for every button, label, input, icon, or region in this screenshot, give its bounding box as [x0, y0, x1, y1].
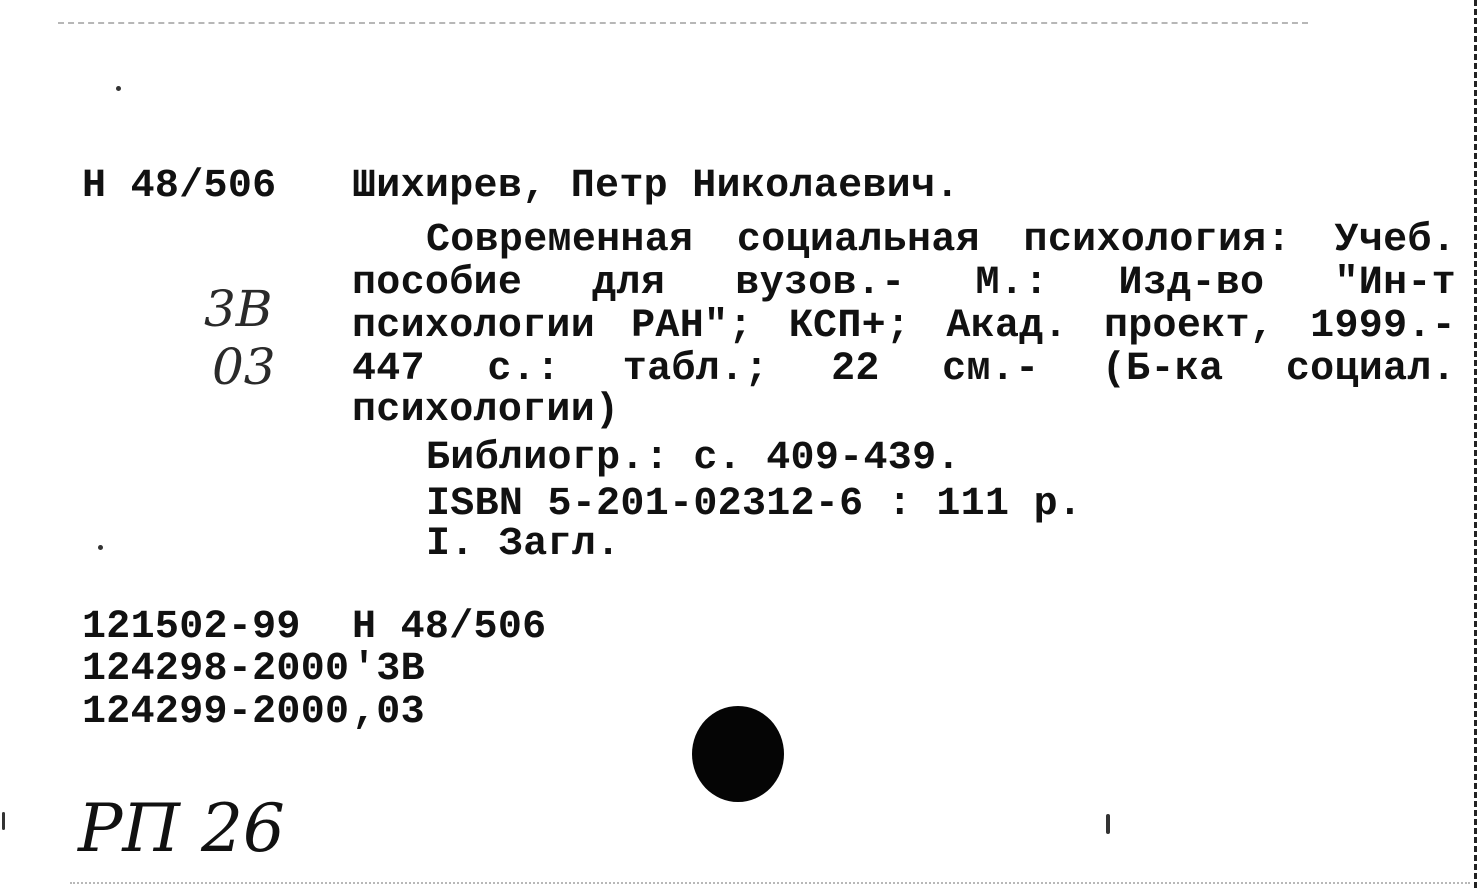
card-bottom-edge	[70, 882, 1470, 884]
isbn-price-note: ISBN 5-201-02312-6 : 111 р.	[426, 482, 1083, 527]
accession-number: 124298-2000	[82, 647, 350, 692]
speck	[2, 812, 5, 830]
accession-code: '3В	[352, 647, 425, 692]
description-line: психологии)	[352, 388, 620, 433]
handwritten-code: 3В	[204, 280, 273, 338]
accession-code: ,03	[352, 690, 425, 735]
speck	[98, 545, 103, 550]
shelf-mark: Н 48/506	[82, 164, 277, 209]
bibliography-note: Библиогр.: с. 409-439.	[426, 436, 961, 481]
author-heading: Шихирев, Петр Николаевич.	[352, 164, 960, 209]
card-right-edge	[1474, 0, 1477, 888]
ink-blot	[692, 706, 784, 802]
card-top-edge	[58, 22, 1308, 24]
speck	[116, 86, 121, 91]
accession-number: 121502-99	[82, 605, 301, 650]
description-line: пособие для вузов.- М.: Изд-во "Ин-т	[352, 261, 1456, 306]
accession-code: Н 48/506	[352, 605, 547, 650]
handwritten-code: 03	[212, 338, 276, 396]
description-line: 447 с.: табл.; 22 см.- (Б-ка социал.	[352, 347, 1456, 392]
accession-number: 124299-2000	[82, 690, 350, 735]
speck	[1106, 814, 1110, 834]
title-tracing-note: I. Загл.	[426, 522, 621, 567]
description-line: Современная социальная психология: Учеб.	[426, 218, 1456, 263]
description-line: психологии РАН"; КСП+; Акад. проект, 1999.-	[352, 304, 1456, 349]
handwritten-mark: РП 26	[78, 790, 285, 867]
